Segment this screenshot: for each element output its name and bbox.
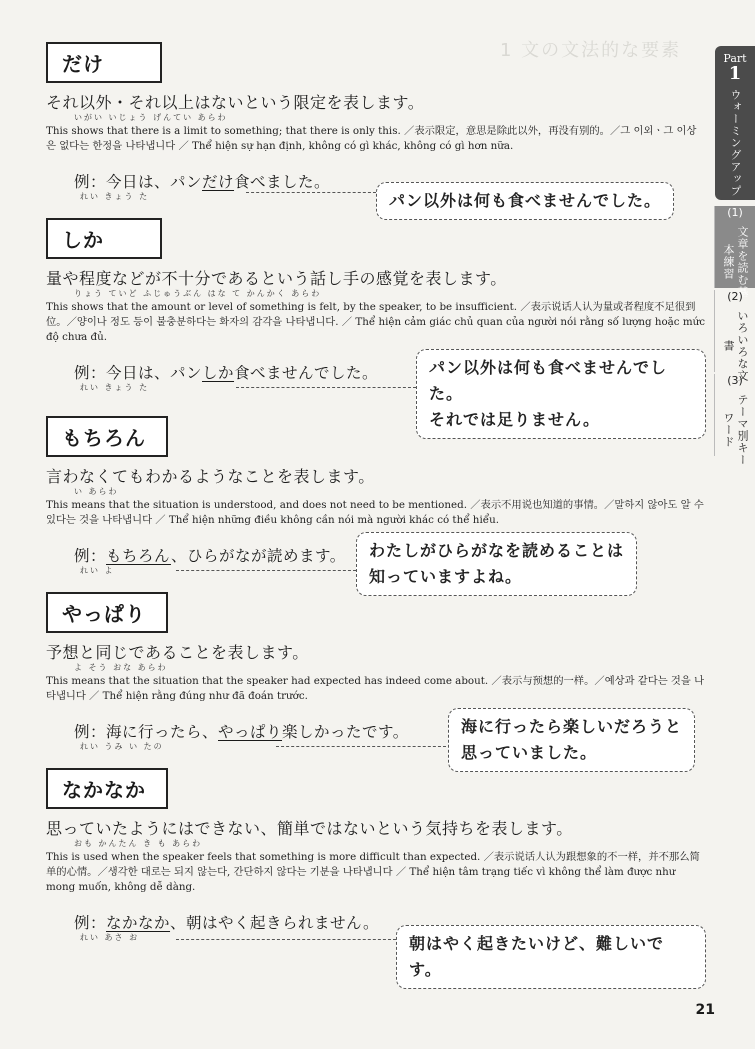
bubble-connector — [246, 192, 376, 193]
chapter-tab-2-label: いろいろな文書 — [722, 309, 749, 382]
example-sentence: 例：今日は、パンしか食べませんでした。 — [74, 364, 379, 382]
definition-furigana: よ そう おな あらわ — [74, 663, 168, 672]
faint-background-heading: 1 文の文法的な要素 — [500, 40, 682, 61]
entry-explanation: This shows that there is a limit to something; that there is only this. ／表示限定，意思是除此以外，再没有别的。／그 이외ㆍ그 이상은 없다는 한정을 나타냅니다 ／ Thể hiện sự hạn định, không có gì khác, không có gì hơn nữa. — [46, 125, 697, 152]
entry-title: しか — [46, 218, 162, 259]
example-furigana: れい きょう た — [80, 383, 150, 392]
speech-bubble: パン以外は何も食べませんでした。 それでは足りません。 — [416, 349, 706, 439]
entry-definition: 言わなくてもわかるようなことを表します。 — [46, 467, 375, 486]
entry-definition: それ以外・それ以上はないという限定を表します。 — [46, 93, 425, 112]
entry-shika — [46, 218, 706, 427]
example-target-word: もちろん — [106, 547, 171, 565]
bubble-connector — [176, 939, 396, 940]
example-furigana: れい うみ い たの — [80, 742, 164, 751]
part-tab[interactable] — [715, 46, 755, 200]
entry-explanation: This shows that the amount or level of something is felt, by the speaker, to be insufficient. ／表示说话人认为量或者程度不足很到位。／양이나 정도 등이 불충분하다는 화자의 감각을 나타냅니다. ／ Thể hiện cảm giác chủ quan của người nói rằng số lượng hoặc mức độ chưa đủ. — [46, 301, 706, 343]
definition-furigana: いがい いじょう げんてい あらわ — [74, 113, 228, 122]
page-number: 21 — [695, 1002, 715, 1018]
entry-explanation: This is used when the speaker feels that something is more difficult than expected. ／表示说话人认为跟想象的不一样，并不那么简单的心情。／생각한 대로는 되지 않는다, 간단하지 않다는 기분을 나타냅니다 ／ Thể hiện tâm trạng tiếc vì không thể làm được như mong muốn, không dễ dàng. — [46, 851, 700, 893]
entry-title: だけ — [46, 42, 162, 83]
entry-explanation: This means that the situation that the speaker had expected has indeed come about. ／表示与预想的一样。／예상과 같다는 것을 나타냅니다 ／ Thể hiện rằng đúng như đã đoán trước. — [46, 675, 705, 702]
chapter-tab-3[interactable] — [714, 374, 755, 466]
bubble-connector — [176, 570, 356, 571]
part-label: Part — [723, 52, 747, 65]
example-sentence: 例：海に行ったら、やっぱり楽しかったです。 — [74, 723, 409, 741]
example-furigana: れい きょう た — [80, 192, 150, 201]
example-target-word: しか — [202, 364, 235, 382]
example-sentence: 例：なかなか、朝はやく起きられません。 — [74, 914, 379, 932]
entry-dake — [46, 42, 706, 236]
definition-furigana: りょう ていど ふじゅうぶん はな て かんかく あらわ — [74, 289, 322, 298]
entry-definition: 思っていたようにはできない、簡単ではないという気持ちを表します。 — [46, 819, 573, 838]
example-target-word: やっぱり — [218, 723, 283, 741]
example-target-word: だけ — [202, 173, 235, 191]
entry-title: やっぱり — [46, 592, 168, 633]
speech-bubble: パン以外は何も食べませんでした。 — [376, 182, 674, 220]
example-furigana: れい よ — [80, 566, 115, 575]
example-target-word: なかなか — [106, 914, 171, 932]
entry-title: なかなか — [46, 768, 168, 809]
chapter-tab-1[interactable] — [714, 206, 755, 298]
part-number: 1 — [728, 63, 742, 84]
chapter-tab-2-number: (2) — [727, 290, 743, 303]
bubble-connector — [276, 746, 446, 747]
chapter-tab-3-label: テーマ別キーワード — [722, 393, 749, 466]
entry-explanation: This means that the situation is understood, and does not need to be mentioned. ／表示不用说也知道的事情。／말하지 않아도 알 수 있다는 것을 나타냅니다 ／ Thể hiện những điều không cần nói mà người khác có thể hiểu. — [46, 499, 704, 526]
speech-bubble: 海に行ったら楽しいだろうと 思っていました。 — [448, 708, 695, 772]
chapter-tab-3-number: (3) — [727, 374, 743, 387]
definition-furigana: おも かんたん き も あらわ — [74, 839, 203, 848]
chapter-tab-2[interactable] — [714, 290, 755, 382]
entry-title: もちろん — [46, 416, 168, 457]
example-furigana: れい あさ お — [80, 933, 140, 942]
entry-definition: 予想と同じであることを表します。 — [46, 643, 309, 662]
bubble-connector — [236, 387, 416, 388]
chapter-tab-1-label: 文章を読む基本練習 — [722, 225, 749, 298]
entry-mochiron — [46, 416, 706, 610]
chapter-tab-1-number: (1) — [727, 206, 743, 219]
entry-nakanaka — [46, 768, 706, 977]
example-sentence: 例：もちろん、ひらがなが読めます。 — [74, 547, 346, 565]
entry-definition: 量や程度などが不十分であるという話し手の感覚を表します。 — [46, 269, 507, 288]
example-sentence: 例：今日は、パンだけ食べました。 — [74, 173, 331, 191]
entry-yappari — [46, 592, 706, 786]
speech-bubble: わたしがひらがなを読めることは 知っていますよね。 — [356, 532, 637, 596]
speech-bubble: 朝はやく起きたいけど、難しいです。 — [396, 925, 706, 989]
part-title: ウォーミングアップ — [729, 89, 742, 197]
definition-furigana: い あらわ — [74, 487, 119, 496]
